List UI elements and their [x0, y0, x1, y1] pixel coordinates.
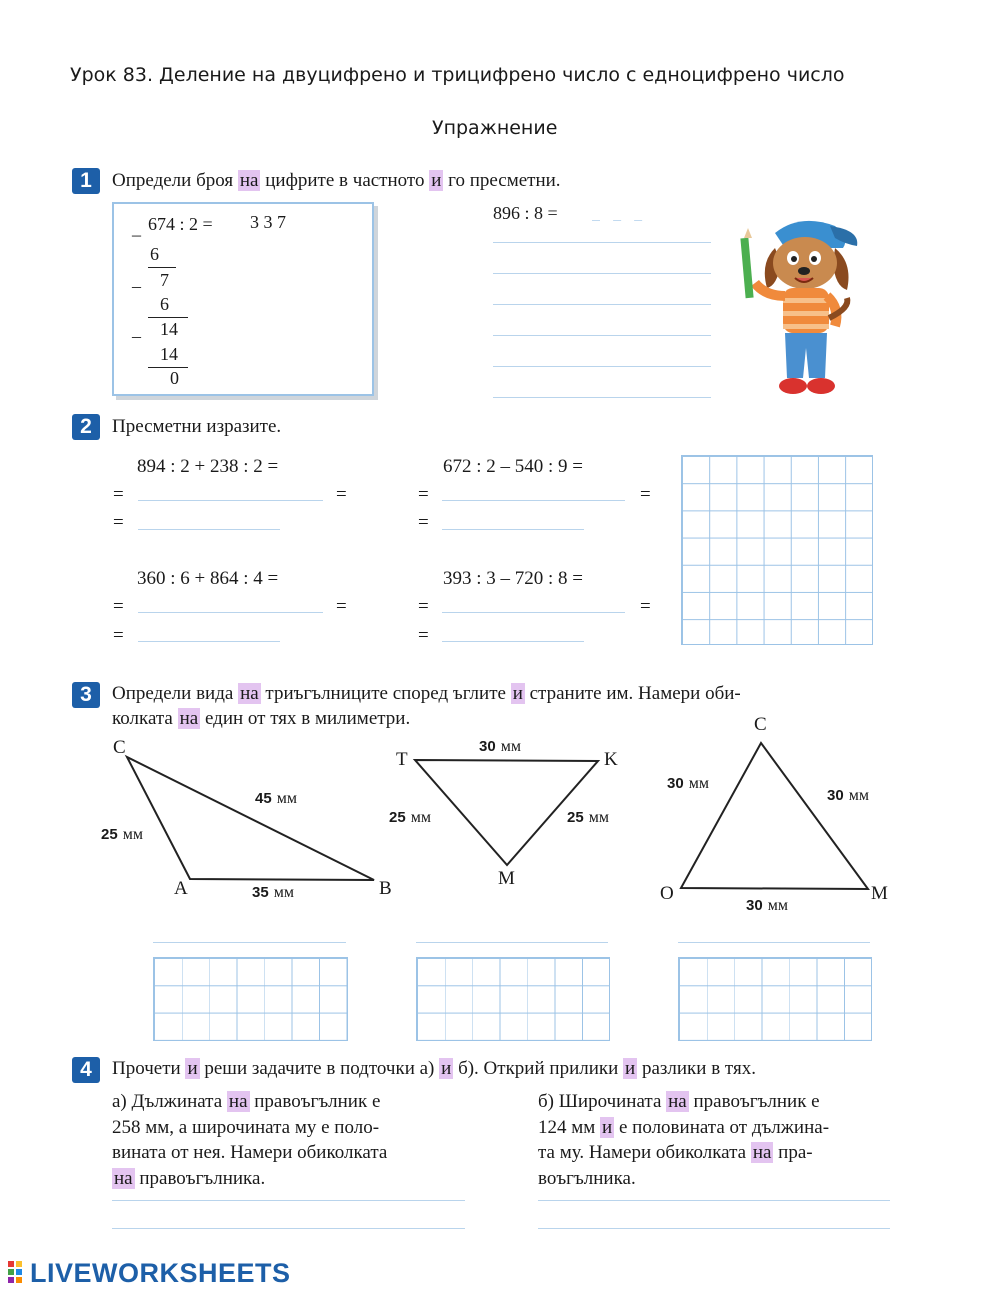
- task-3-badge: 3: [72, 682, 100, 708]
- task-2-badge: 2: [72, 414, 100, 440]
- expression-3: 360 : 6 + 864 : 4 =: [137, 568, 279, 589]
- task-3-instruction-line-2: колката на един от тях в милиметри.: [112, 708, 411, 729]
- answer-field[interactable]: [138, 594, 323, 613]
- page-subtitle: Упражнение: [432, 117, 558, 139]
- task-1-instruction: Определи броя на цифрите в частното и го пресметни.: [112, 170, 561, 191]
- step-4: 14: [160, 319, 178, 339]
- exercise-expression: 896 : 8 =: [493, 203, 558, 223]
- problem-b-answer-line[interactable]: [538, 1228, 890, 1229]
- triangle-type-answer-line[interactable]: [153, 942, 346, 943]
- work-line[interactable]: [493, 397, 711, 398]
- work-line[interactable]: [493, 242, 711, 243]
- triangle-cab: [127, 757, 374, 880]
- side-length-label: 25 мм: [567, 809, 610, 826]
- task-2-instruction: Пресметни изразите.: [112, 416, 282, 437]
- task-3-instruction-line-1: Определи вида на триъгълниците според ъглите и страните им. Намери оби-: [112, 683, 741, 704]
- work-line[interactable]: [493, 304, 711, 305]
- vertex-label: M: [498, 868, 515, 889]
- triangle-com: [681, 743, 868, 889]
- answer-field[interactable]: [442, 594, 625, 613]
- side-length-label: 25 мм: [101, 826, 144, 843]
- perimeter-grid[interactable]: [416, 957, 610, 1041]
- expression-2: 672 : 2 – 540 : 9 =: [443, 456, 584, 477]
- step-5: 14: [160, 344, 178, 364]
- task-1-badge: 1: [72, 168, 100, 194]
- answer-field[interactable]: [138, 511, 280, 530]
- expression-4: 393 : 3 – 720 : 8 =: [443, 568, 584, 589]
- lesson-title: Урок 83. Деление на двуцифрено и трицифрено число с едноцифрено число: [70, 64, 845, 86]
- work-line[interactable]: [493, 366, 711, 367]
- expression-1: 894 : 2 + 238 : 2 =: [137, 456, 279, 477]
- side-length-label: 30 мм: [827, 787, 870, 804]
- vertex-label: M: [871, 883, 888, 904]
- vertex-label: C: [113, 737, 126, 758]
- problem-b-text: б) Широчината на правоъгълник е 124 мм и е половината от дължина- та му. Намери обиколката на пра- воъгълника.: [538, 1091, 830, 1189]
- vertex-label: A: [174, 878, 188, 899]
- example-box: 674 : 2 = 3 3 7 _ 6 – 7 6 – 14 14 0: [112, 202, 374, 396]
- side-length-label: 30 мм: [746, 897, 789, 914]
- logo-blocks-icon: [8, 1261, 30, 1287]
- work-line[interactable]: [493, 273, 711, 274]
- example-expression: 674 : 2 =: [148, 214, 213, 234]
- vertex-label: K: [604, 749, 618, 770]
- step-2: 7: [160, 270, 169, 290]
- problem-a-answer-line[interactable]: [112, 1228, 465, 1229]
- triangle-type-answer-line[interactable]: [416, 942, 608, 943]
- exercise-answer-slots: _ _ _: [592, 202, 647, 221]
- problem-b-answer-line[interactable]: [538, 1200, 890, 1201]
- vertex-label: B: [379, 878, 392, 899]
- vertex-label: T: [396, 749, 408, 770]
- problem-a-text: а) Дължината на правоъгълник е 258 мм, а широчината му е поло- вината от нея. Намери обиколката на правоъгълника.: [112, 1091, 388, 1189]
- triangles-figure: [0, 730, 1000, 930]
- task-4-instruction: Прочети и реши задачите в подточки а) и б). Открий прилики и разлики в тях.: [112, 1058, 756, 1079]
- perimeter-grid[interactable]: [153, 957, 348, 1041]
- step-1: 6: [150, 244, 159, 264]
- example-quotient: 3 3 7: [250, 212, 286, 232]
- perimeter-grid[interactable]: [678, 957, 872, 1041]
- side-length-label: 30 мм: [479, 738, 522, 755]
- answer-field[interactable]: [442, 482, 625, 501]
- side-length-label: 45 мм: [255, 790, 298, 807]
- side-length-label: 25 мм: [389, 809, 432, 826]
- answer-field[interactable]: [442, 623, 584, 642]
- side-length-label: 35 мм: [252, 884, 295, 901]
- liveworksheets-logo[interactable]: [8, 1258, 291, 1289]
- vertex-label: O: [660, 883, 674, 904]
- vertex-label: C: [754, 714, 767, 735]
- answer-field[interactable]: [138, 623, 280, 642]
- logo-text: LIVEWORKSHEETS: [30, 1258, 291, 1288]
- work-line[interactable]: [493, 335, 711, 336]
- dog-mascot-illustration: [735, 208, 865, 408]
- side-length-label: 30 мм: [667, 775, 710, 792]
- step-3: 6: [160, 294, 169, 314]
- task-4-badge: 4: [72, 1057, 100, 1083]
- calculation-grid[interactable]: [681, 455, 873, 645]
- answer-field[interactable]: [442, 511, 584, 530]
- triangle-type-answer-line[interactable]: [678, 942, 870, 943]
- answer-field[interactable]: [138, 482, 323, 501]
- problem-a-answer-line[interactable]: [112, 1200, 465, 1201]
- step-6: 0: [170, 368, 179, 388]
